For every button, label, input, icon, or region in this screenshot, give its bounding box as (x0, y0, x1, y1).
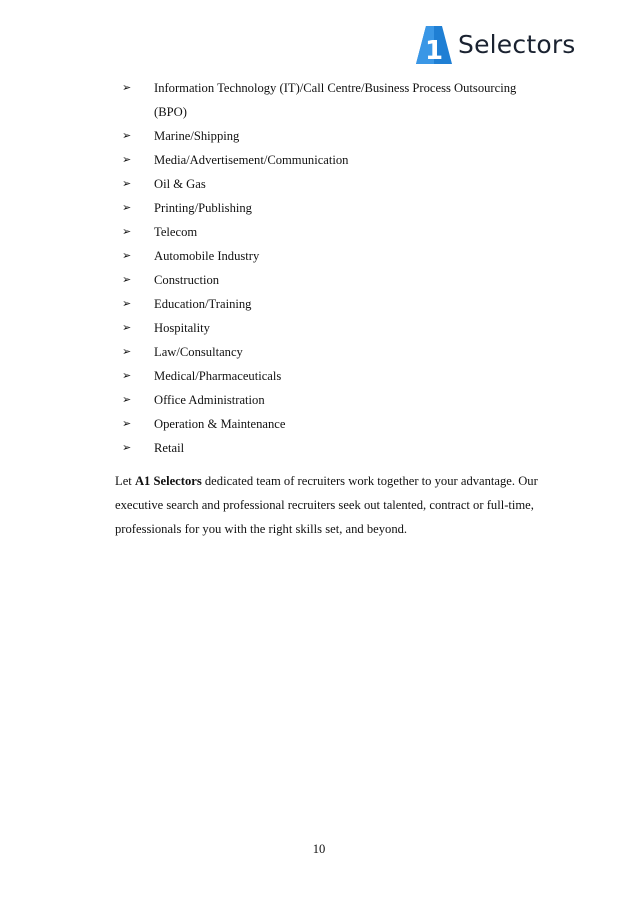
list-item (122, 76, 562, 124)
list-item (122, 436, 562, 460)
list-item (122, 196, 562, 220)
list-item (122, 244, 562, 268)
list-item-text: Telecom (154, 225, 198, 239)
list-item (122, 124, 562, 148)
arrow-bullet-icon: ➢ (122, 321, 132, 334)
arrow-bullet-icon: ➢ (122, 201, 132, 214)
list-item (122, 172, 562, 196)
body-paragraph (115, 469, 565, 541)
list-item-text: Medical/Pharmaceuticals (154, 369, 282, 383)
list-item-text: Construction (154, 273, 220, 287)
arrow-bullet-icon: ➢ (122, 81, 132, 94)
list-item-text: Operation & Maintenance (154, 417, 286, 431)
list-item-text: Education/Training (154, 297, 252, 311)
list-item-text: Marine/Shipping (154, 129, 240, 143)
arrow-bullet-icon: ➢ (122, 273, 132, 286)
arrow-bullet-icon: ➢ (122, 393, 132, 406)
arrow-bullet-icon: ➢ (122, 225, 132, 238)
list-item-text: Law/Consultancy (154, 345, 243, 359)
arrow-bullet-icon: ➢ (122, 129, 132, 142)
page-number: 10 (312, 842, 326, 856)
logo-digit: 1 (424, 36, 444, 66)
arrow-bullet-icon: ➢ (122, 441, 132, 454)
list-item-text: Office Administration (154, 393, 265, 407)
arrow-bullet-icon: ➢ (122, 345, 132, 358)
arrow-bullet-icon: ➢ (122, 297, 132, 310)
list-item (122, 292, 562, 316)
list-item (122, 220, 562, 244)
paragraph-lead: Let (115, 474, 135, 488)
list-item-text: Automobile Industry (154, 249, 260, 263)
list-item (122, 316, 562, 340)
list-item-text: Information Technology (IT)/Call Centre/Business Process Outsourcing (154, 81, 517, 95)
list-item-text: Media/Advertisement/Communication (154, 153, 349, 167)
list-item (122, 412, 562, 436)
list-item-text: Oil & Gas (154, 177, 206, 191)
arrow-bullet-icon: ➢ (122, 249, 132, 262)
list-item-text: Printing/Publishing (154, 201, 252, 215)
a1-logo-icon (412, 22, 456, 68)
logo-wordmark: Selectors (458, 30, 576, 59)
industry-list (122, 76, 562, 460)
list-item-continuation: (BPO) (154, 105, 187, 119)
arrow-bullet-icon: ➢ (122, 369, 132, 382)
arrow-bullet-icon: ➢ (122, 417, 132, 430)
list-item (122, 340, 562, 364)
company-name-emphasis: A1 Selectors (134, 474, 202, 488)
list-item-text: Retail (154, 441, 185, 455)
list-item (122, 148, 562, 172)
list-item (122, 388, 562, 412)
list-item-text: Hospitality (154, 321, 210, 335)
arrow-bullet-icon: ➢ (122, 177, 132, 190)
paragraph-rest: dedicated team of recruiters work together to your advantage. Our executive search and professional recruiters seek out talented, contract or full-time, professionals for you with the right skills set, and beyond. (115, 474, 538, 536)
arrow-bullet-icon: ➢ (122, 153, 132, 166)
list-item (122, 268, 562, 292)
list-item (122, 364, 562, 388)
